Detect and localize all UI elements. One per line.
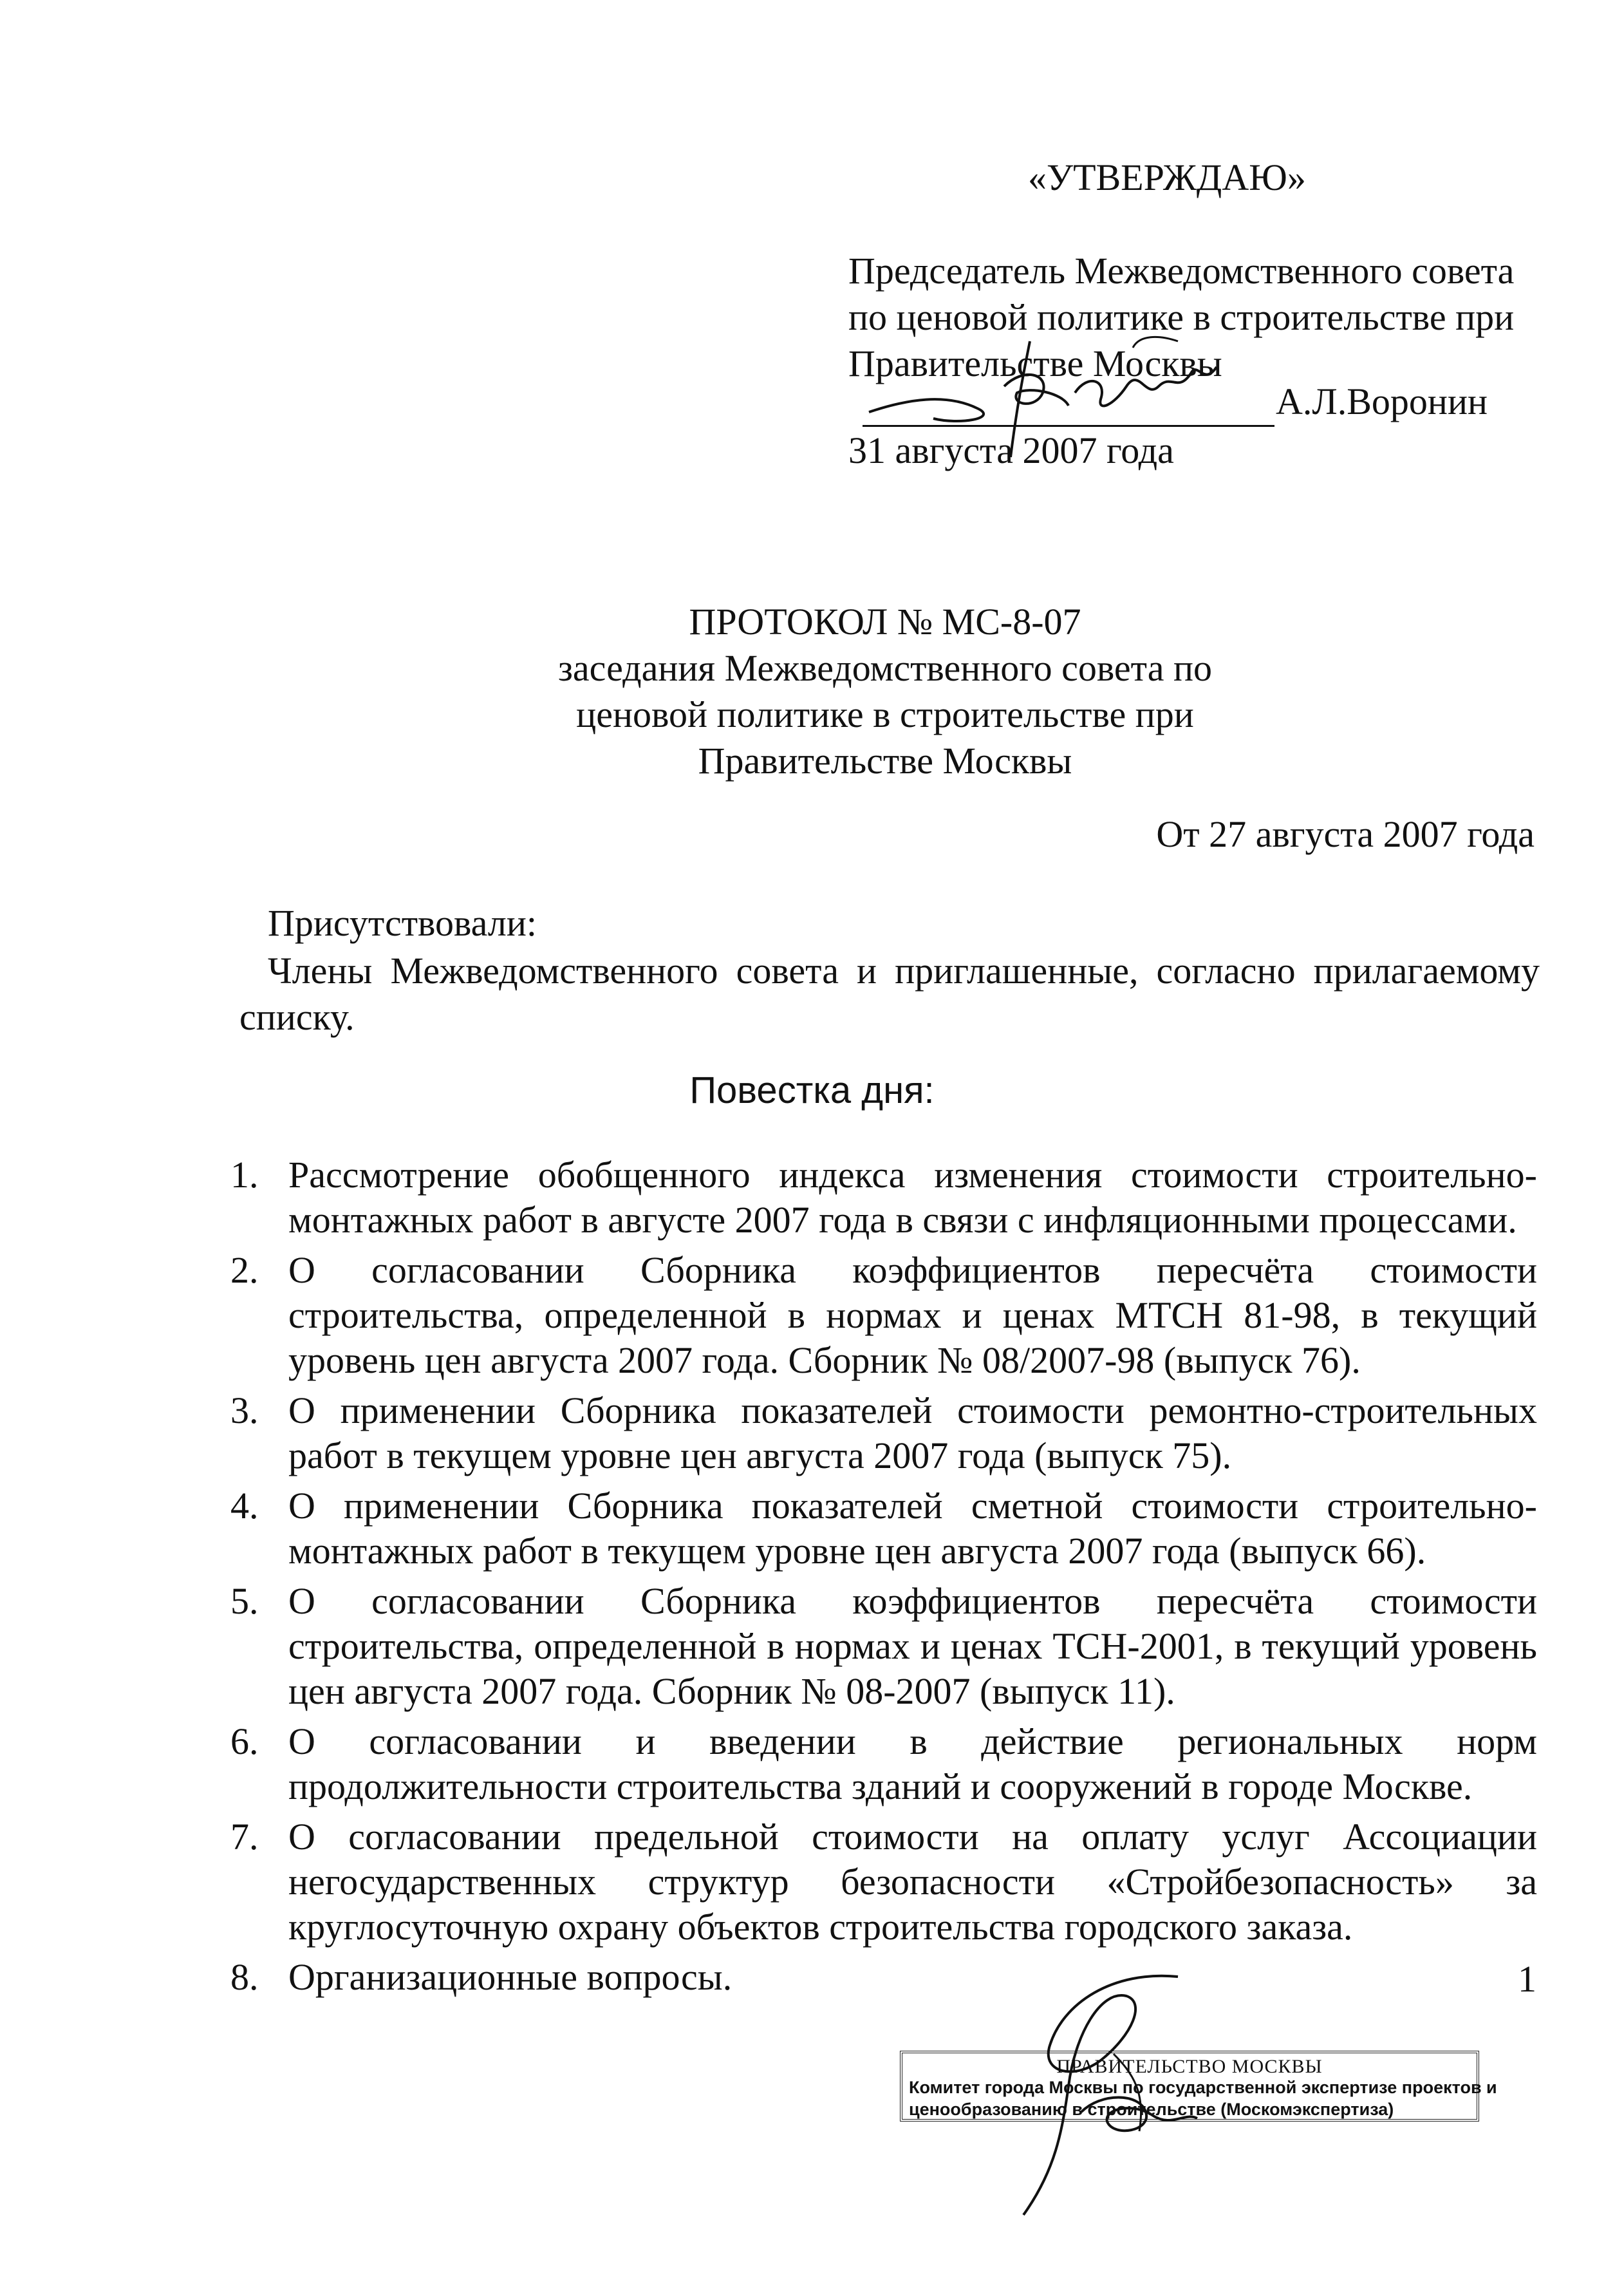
agenda-item-number: 3. [230, 1389, 259, 1431]
document-title [451, 599, 1320, 784]
agenda-item [230, 1248, 1537, 1383]
title-line-3: ценовой политике в строительстве при [576, 693, 1194, 735]
agenda-item-text: Рассмотрение обобщенного индекса изменения стоимости строительно-монтажных работ в августе 2007 года в связи с инфляционными процессами. [288, 1154, 1537, 1241]
agenda-item-number: 2. [230, 1249, 259, 1291]
agenda-item-text: О согласовании и введении в действие региональных норм продолжительности строительства зданий и сооружений в городе Москве. [288, 1720, 1537, 1807]
agenda-item [230, 1483, 1537, 1574]
agenda-item-text: О согласовании Сборника коэффициентов пересчёта стоимости строительства, определенной в нормах и ценах МТСН 81-98, в текущий уровень цен августа 2007 года. Сборник № 08/2007-98 (выпуск 76). [288, 1249, 1537, 1381]
approval-line-1: Председатель Межведомственного совета [848, 250, 1515, 292]
agenda-item [230, 1719, 1537, 1809]
agenda-item-text: О согласовании Сборника коэффициентов пересчёта стоимости строительства, определенной в нормах и ценах ТСН-2001, в текущий уровень цен августа 2007 года. Сборник № 08-2007 (выпуск 11). [288, 1580, 1537, 1712]
agenda-item-number: 5. [230, 1580, 259, 1622]
agenda-item [230, 1955, 1537, 2000]
agenda-item-number: 8. [230, 1956, 259, 1998]
agenda-item-number: 6. [230, 1720, 259, 1762]
agenda-title: Повестка дня: [689, 1069, 935, 1111]
handwritten-signature [856, 296, 1268, 464]
agenda-item-number: 1. [230, 1154, 259, 1196]
title-line-2: заседания Межведомственного совета по [557, 647, 1213, 689]
agenda-item [230, 1579, 1537, 1714]
agenda-list [230, 1153, 1537, 2005]
agenda-item-text: О согласовании предельной стоимости на оплату услуг Ассоциации негосударственных структур безопасности «Стройбезопасность» за круглосуточную охрану объектов строительства городского заказа. [288, 1816, 1537, 1948]
agenda-item-text: О применении Сборника показателей сметной стоимости строительно-монтажных работ в текущем уровне цен августа 2007 года (выпуск 66). [288, 1485, 1537, 1572]
agenda-item [230, 1153, 1537, 1243]
page-number: 1 [1518, 1958, 1536, 2000]
agenda-item-text: Организационные вопросы. [288, 1956, 733, 1998]
title-line-4: Правительстве Москвы [698, 740, 1072, 782]
stamp-signature [985, 1964, 1229, 2221]
approval-heading: «УТВЕРЖДАЮ» [1028, 156, 1306, 198]
stamp-line-1: ПРАВИТЕЛЬСТВО МОСКВЫ [1056, 2056, 1323, 2077]
stamp-line-2: Комитет города Москвы по государственной экспертизе проектов и [909, 2078, 1497, 2097]
stamp-line-3: ценообразованию в строительстве (Москомэкспертиза) [909, 2100, 1394, 2119]
approval-line-3: Правительстве Москвы [848, 343, 1222, 384]
agenda-item-number: 4. [230, 1485, 259, 1527]
approval-date: 31 августа 2007 года [848, 429, 1174, 471]
approval-line-2: по ценовой политике в строительстве при [848, 296, 1515, 338]
agenda-item-text: О применении Сборника показателей стоимости ремонтно-строительных работ в текущем уровне цен августа 2007 года (выпуск 75). [288, 1389, 1537, 1476]
agenda-item-number: 7. [230, 1816, 259, 1858]
protocol-number: ПРОТОКОЛ № МС-8-07 [689, 601, 1081, 643]
attendance-text: Члены Межведомственного совета и приглашенные, согласно прилагаемому списку. [239, 950, 1540, 1038]
meeting-date: От 27 августа 2007 года [1156, 813, 1535, 855]
agenda-item [230, 1388, 1537, 1478]
attendance-label: Присутствовали: [268, 902, 537, 944]
signer-name: А.Л.Воронин [1276, 381, 1488, 422]
agenda-item [230, 1814, 1537, 1950]
